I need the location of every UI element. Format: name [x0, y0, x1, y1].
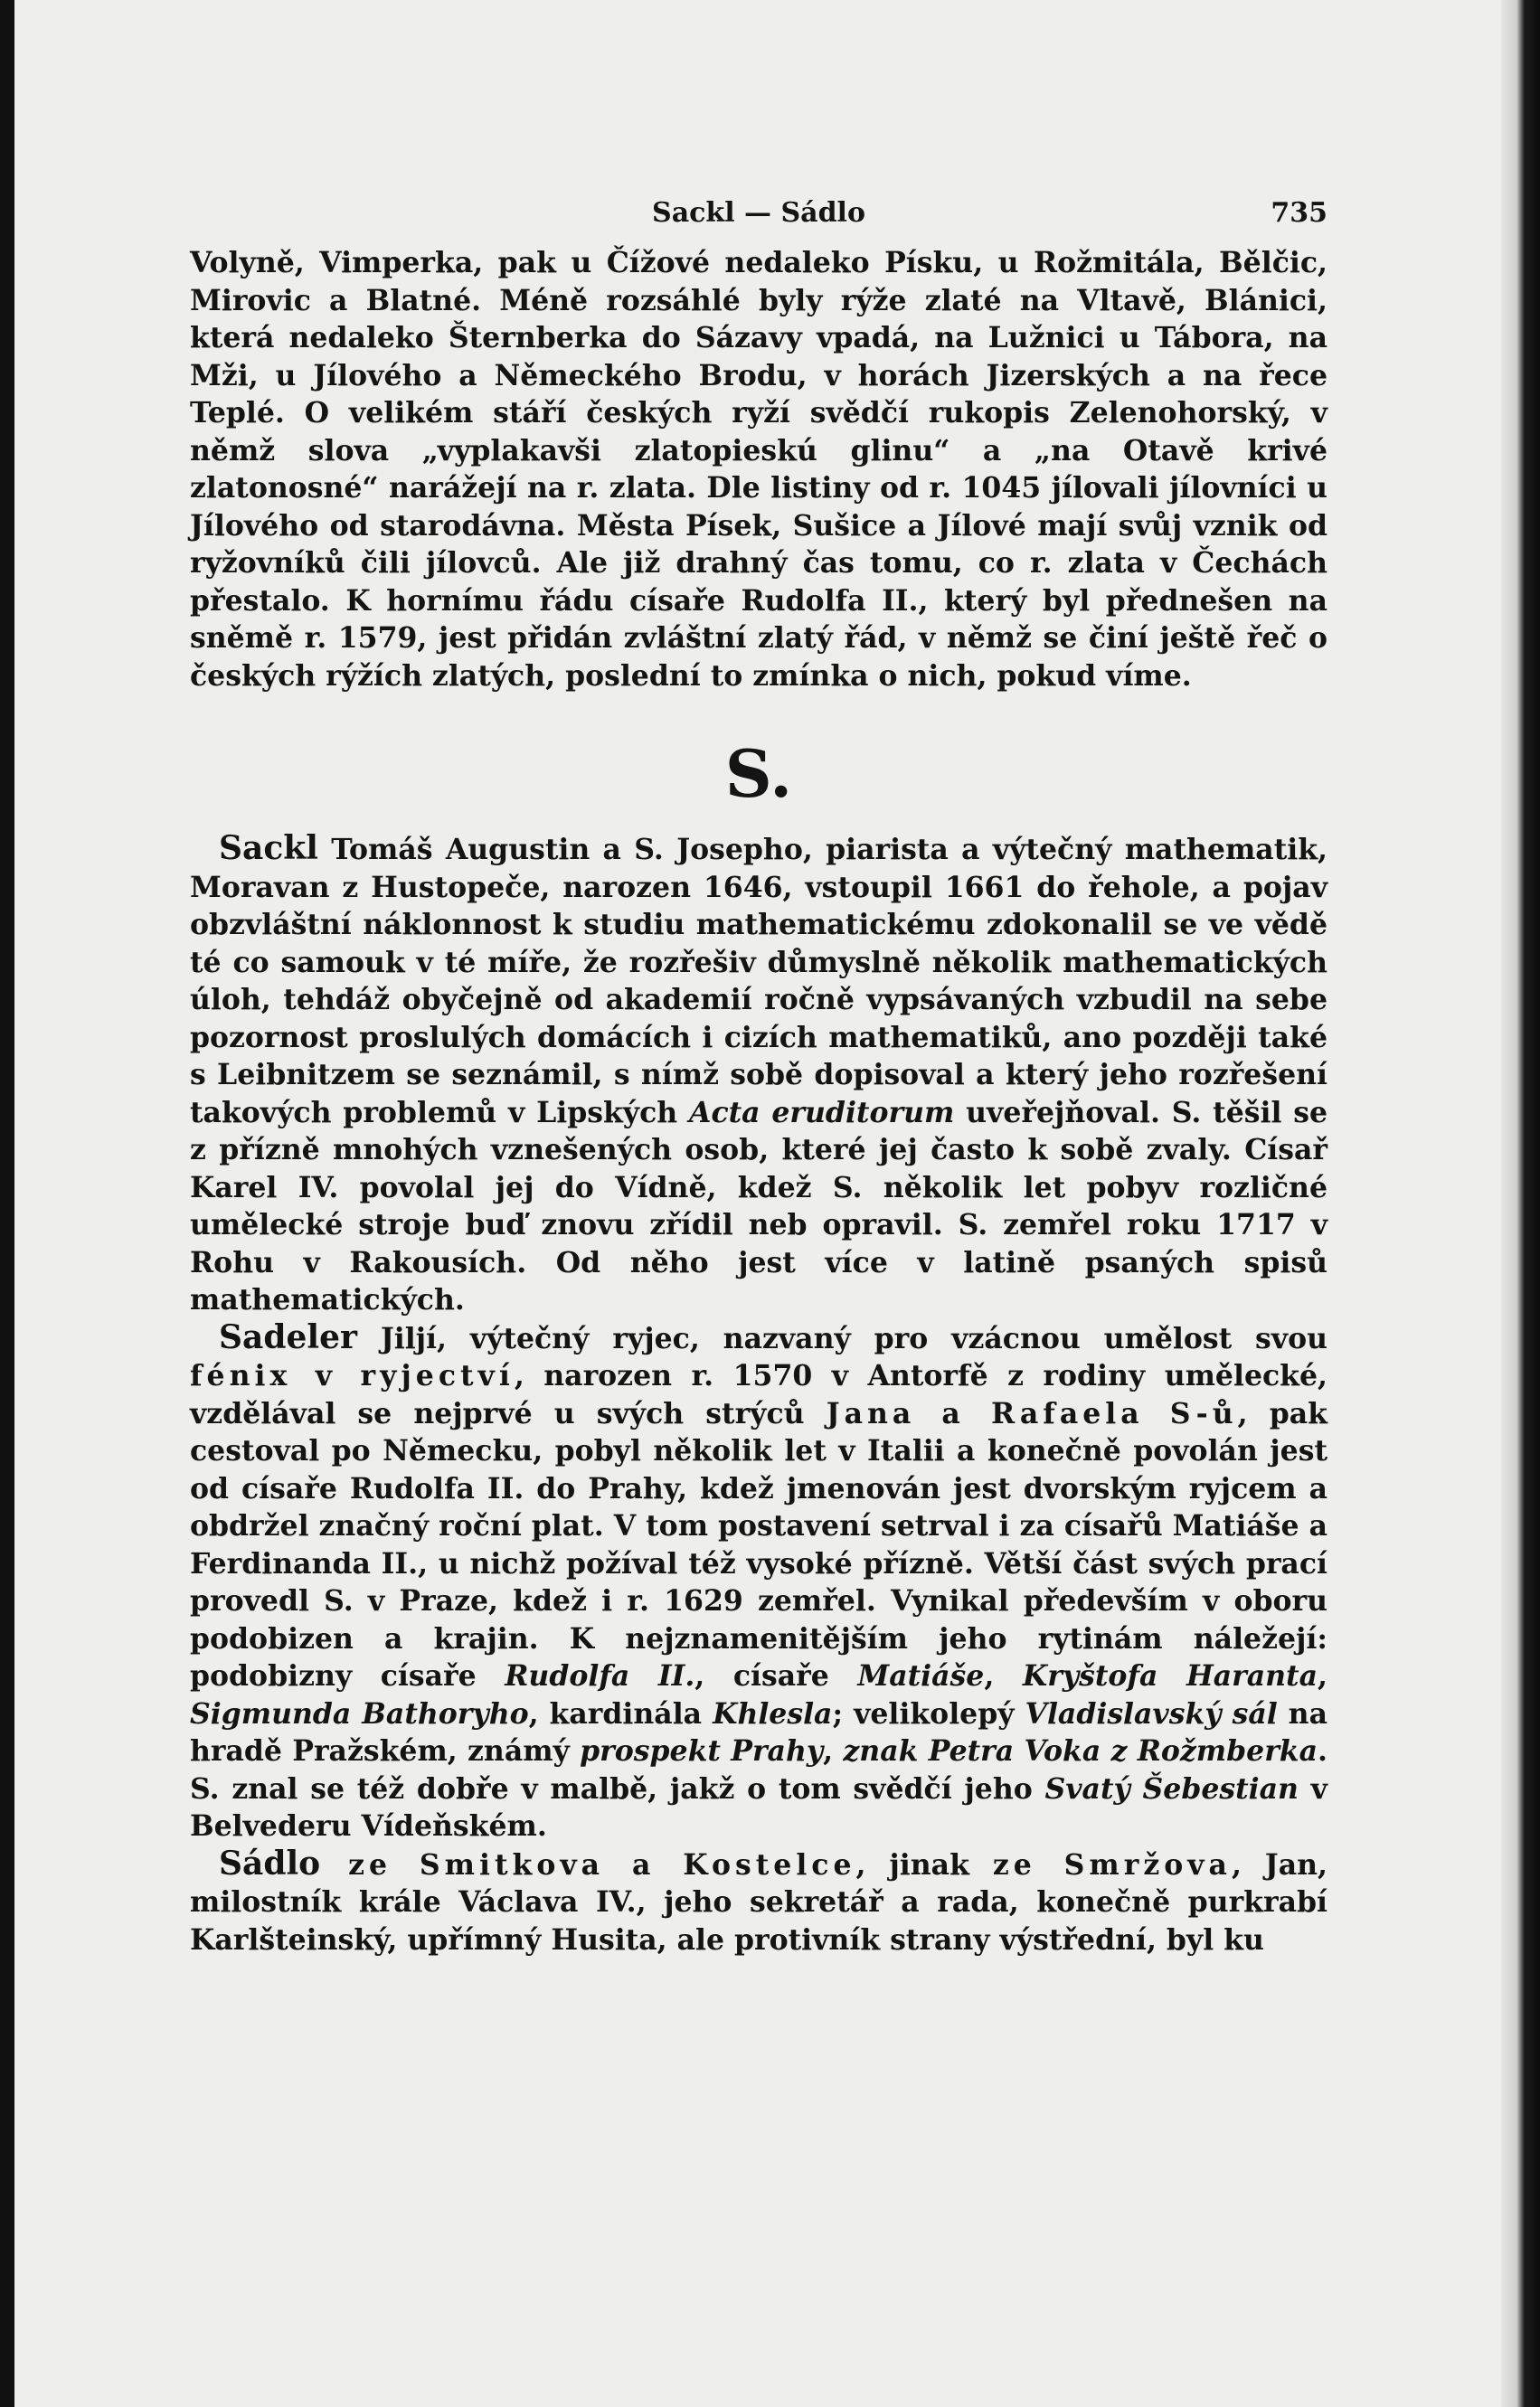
entry-text: , pak cestoval po Německu, pobyl několik let v Italii a konečně povolán jest od císaře Rudolfa II. do Prahy, kdež jmenován jest dvorským ryjcem a obdržel značný roční plat. V tom postavení setrval i za císařů Matiáše a Ferdinanda II., u nichž požíval též vysoké přízně. Větší část svých prací provedl S. v Praze, kdež i r. 1629 zemřel. Vynikal především v oboru podobizen a krajin. K nejznamenitějším jeho rytinám náležejí: podobizny císaře	[190, 1396, 1327, 1693]
header-title: Sackl — Sádlo	[652, 197, 865, 229]
page-number: 735	[1271, 197, 1327, 229]
section-letter: S.	[724, 735, 793, 812]
entry-italic: Khlesla	[713, 1696, 833, 1731]
entry-text: ; velikolepý	[832, 1696, 1025, 1731]
entry-head-sadlo: Sádlo	[219, 1844, 321, 1883]
entry-sackl	[190, 830, 1327, 1319]
entry-text: , kardinála	[528, 1696, 713, 1731]
entry-italic: prospekt Prahy	[580, 1734, 824, 1768]
entry-text: v Belvederu Vídeňském.	[190, 1771, 1327, 1843]
entry-head-sackl: Sackl	[219, 829, 318, 867]
running-header	[190, 190, 1327, 244]
entry-text: na hradě Pražském, známý	[190, 1696, 1327, 1768]
entry-text: Jiljí, výtečný ryjec, nazvaný pro vzácnou umělost svou	[356, 1321, 1327, 1355]
entry-italic: Kryštofa Haranta	[1022, 1659, 1318, 1693]
entry-spaced: Jana a Rafaela S-ů	[826, 1396, 1238, 1430]
entry-sadeler	[190, 1319, 1327, 1845]
page-edge	[1501, 0, 1540, 2407]
entry-spaced: ze Smitkova a Kostelce	[320, 1847, 856, 1882]
entry-text: , narozen r. 1570 v Antorfě z rodiny umělecké, vzdělával se nejprvé u svých strýců	[190, 1359, 1327, 1430]
entry-italic: Vladislavský sál	[1025, 1696, 1278, 1731]
entry-text: , Jan, milostník krále Václava IV., jeho sekretář a rada, konečně purkrabí Karlšteinský, upřímný Husita, ale protivník strany výstřední, byl ku	[190, 1847, 1327, 1957]
entry-spaced: ze Smržova	[992, 1847, 1232, 1882]
entry-italic: Rudolfa II.	[505, 1659, 695, 1693]
entry-text: . S. znal se též dobře v malbě, jakž o tom svědčí jeho	[190, 1734, 1327, 1806]
entry-sadlo	[190, 1845, 1327, 1959]
entry-text: ,	[823, 1734, 844, 1768]
intro-paragraph: Volyně, Vimperka, pak u Čížové nedaleko Písku, u Rožmitála, Bělčic, Mirovic a Blatné. Méně rozsáhlé byly rýže zlaté na Vltavě, Blánici, která nedaleko Šternberka do Sázavy vpadá, na Lužnici u Tábora, na Mži, u Jílového a Německého Brodu, v horách Jizerských a na řece Teplé. O velikém stáří českých ryží svědčí rukopis Zelenohorský, v němž slova „vyplakavši zlatopieskú glinu“ a „na Otavě krivé zlatonosné“ narážejí na r. zlata. Dle listiny od r. 1045 jílovali jílovníci u Jílového od starodávna. Města Písek, Sušice a Jílové mají svůj vznik od ryžovníků čili jílovců. Ale již drahný čas tomu, co r. zlata v Čechách přestalo. K hornímu řádu císaře Rudolfa II., který byl přednešen na sněmě r. 1579, jest přidán zvláštní zlatý řád, v němž se činí ještě řeč o českých rýžích zlatých, poslední to zmínka o nich, pokud víme.	[190, 246, 1327, 693]
entry-italic: Matiáše	[857, 1659, 985, 1693]
entry-italic: Acta eruditorum	[689, 1095, 955, 1129]
entry-italic: znak Petra Voka z Rožmberka	[843, 1734, 1318, 1768]
entry-text: ,	[984, 1659, 1023, 1693]
entry-text: , jinak	[855, 1847, 993, 1882]
entry-text: uveřejňoval. S. těšil se z přízně mnohých vznešených osob, které jej často k sobě zvaly. Císař Karel IV. povolal jej do Vídně, kdež S. několik let pobyv rozličné umělecké stroje buď znovu zřídil neb opravil. S. zemřel roku 1717 v Rohu v Rakousích. Od něho jest více v latině psaných spisů mathematických.	[190, 1095, 1327, 1317]
entry-text: ,	[1318, 1659, 1327, 1693]
entry-text: , císaře	[694, 1659, 858, 1693]
entry-text: Tomáš Augustin a S. Josepho, piarista a výtečný mathematik, Moravan z Hustopeče, narozen 1646, vstoupil 1661 do řehole, a pojav obzvláštní náklonnost k studiu mathematickému zdokonalil se ve vědě té co samouk v té míře, že rozřešiv důmyslně několik mathematických úloh, tehdáž obyčejně od akademií ročně vypsávaných vzbudil na sebe pozornost proslulých domácích i cizích mathematiků, ano později také s Leibnitzem se seznámil, s nímž sobě dopisoval a který jeho rozřešení takových problemů v Lipských	[190, 833, 1327, 1129]
page-content	[190, 190, 1327, 1959]
entry-head-sadeler: Sadeler	[219, 1317, 357, 1356]
entry-italic: Svatý Šebestian	[1044, 1771, 1299, 1806]
entry-italic: Sigmunda Bathoryho	[190, 1696, 529, 1731]
entry-spaced: fénix v ryjectví	[190, 1359, 515, 1392]
